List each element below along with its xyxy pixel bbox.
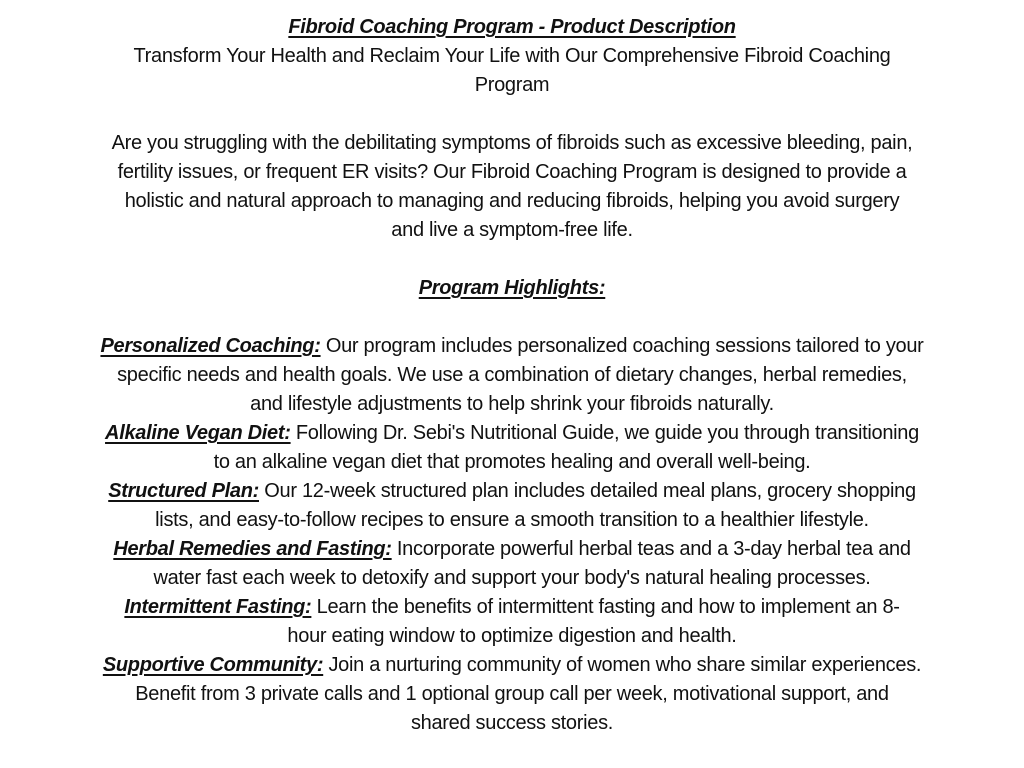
highlight-item-intermittent-fasting — [0, 593, 1024, 651]
highlight-text: to an alkaline vegan diet that promotes healing and overall well-being. — [213, 451, 811, 473]
highlight-text: Our program includes personalized coaching sessions tailored to your — [320, 335, 924, 357]
highlight-text: Learn the benefits of intermittent fasting and how to implement an 8- — [311, 596, 900, 618]
highlight-item-herbal-remedies — [0, 535, 1024, 593]
highlights-heading: Program Highlights: — [418, 277, 606, 299]
document-title: Fibroid Coaching Program - Product Description — [288, 16, 736, 38]
highlight-text: Incorporate powerful herbal teas and a 3-day herbal tea and — [391, 538, 911, 560]
highlight-text: shared success stories. — [410, 712, 614, 734]
highlight-item-structured-plan — [0, 477, 1024, 535]
title-block — [0, 13, 1024, 42]
highlight-text: Following Dr. Sebi's Nutritional Guide, we guide you through transitioning — [290, 422, 919, 444]
highlights-list — [0, 332, 1024, 738]
highlight-label: Structured Plan: — [108, 480, 259, 502]
highlight-item-alkaline-vegan-diet — [0, 419, 1024, 477]
highlight-text: lists, and easy-to-follow recipes to ensure a smooth transition to a healthier lifestyle. — [155, 509, 869, 531]
highlight-label: Supportive Community: — [102, 654, 324, 676]
highlight-text: and lifestyle adjustments to help shrink your fibroids naturally. — [250, 393, 774, 415]
highlight-text: Our 12-week structured plan includes detailed meal plans, grocery shopping — [259, 480, 916, 502]
highlight-label: Herbal Remedies and Fasting: — [113, 538, 392, 560]
highlight-item-supportive-community — [0, 651, 1024, 738]
intro-paragraph — [0, 129, 1024, 245]
subtitle-block — [0, 42, 1024, 100]
highlight-label: Intermittent Fasting: — [124, 596, 312, 618]
highlight-label: Alkaline Vegan Diet: — [105, 422, 291, 444]
highlights-heading-block — [0, 274, 1024, 303]
subtitle-line: Program — [474, 74, 550, 96]
intro-line: and live a symptom-free life. — [391, 219, 633, 241]
intro-line: fertility issues, or frequent ER visits? Our Fibroid Coaching Program is designed to provide a — [117, 161, 907, 183]
highlight-label: Personalized Coaching: — [100, 335, 321, 357]
highlight-item-personalized-coaching — [0, 332, 1024, 419]
intro-line: holistic and natural approach to managing and reducing fibroids, helping you avoid surgery — [124, 190, 900, 212]
highlight-text: hour eating window to optimize digestion and health. — [287, 625, 737, 647]
highlight-text: Benefit from 3 private calls and 1 optional group call per week, motivational support, and — [135, 683, 889, 705]
highlight-text: Join a nurturing community of women who share similar experiences. — [323, 654, 922, 676]
highlight-text: specific needs and health goals. We use a combination of dietary changes, herbal remedies, — [117, 364, 907, 386]
highlight-text: water fast each week to detoxify and support your body's natural healing processes. — [153, 567, 871, 589]
intro-line: Are you struggling with the debilitating symptoms of fibroids such as excessive bleeding, pain, — [111, 132, 913, 154]
subtitle-line: Transform Your Health and Reclaim Your Life with Our Comprehensive Fibroid Coaching — [133, 45, 891, 67]
